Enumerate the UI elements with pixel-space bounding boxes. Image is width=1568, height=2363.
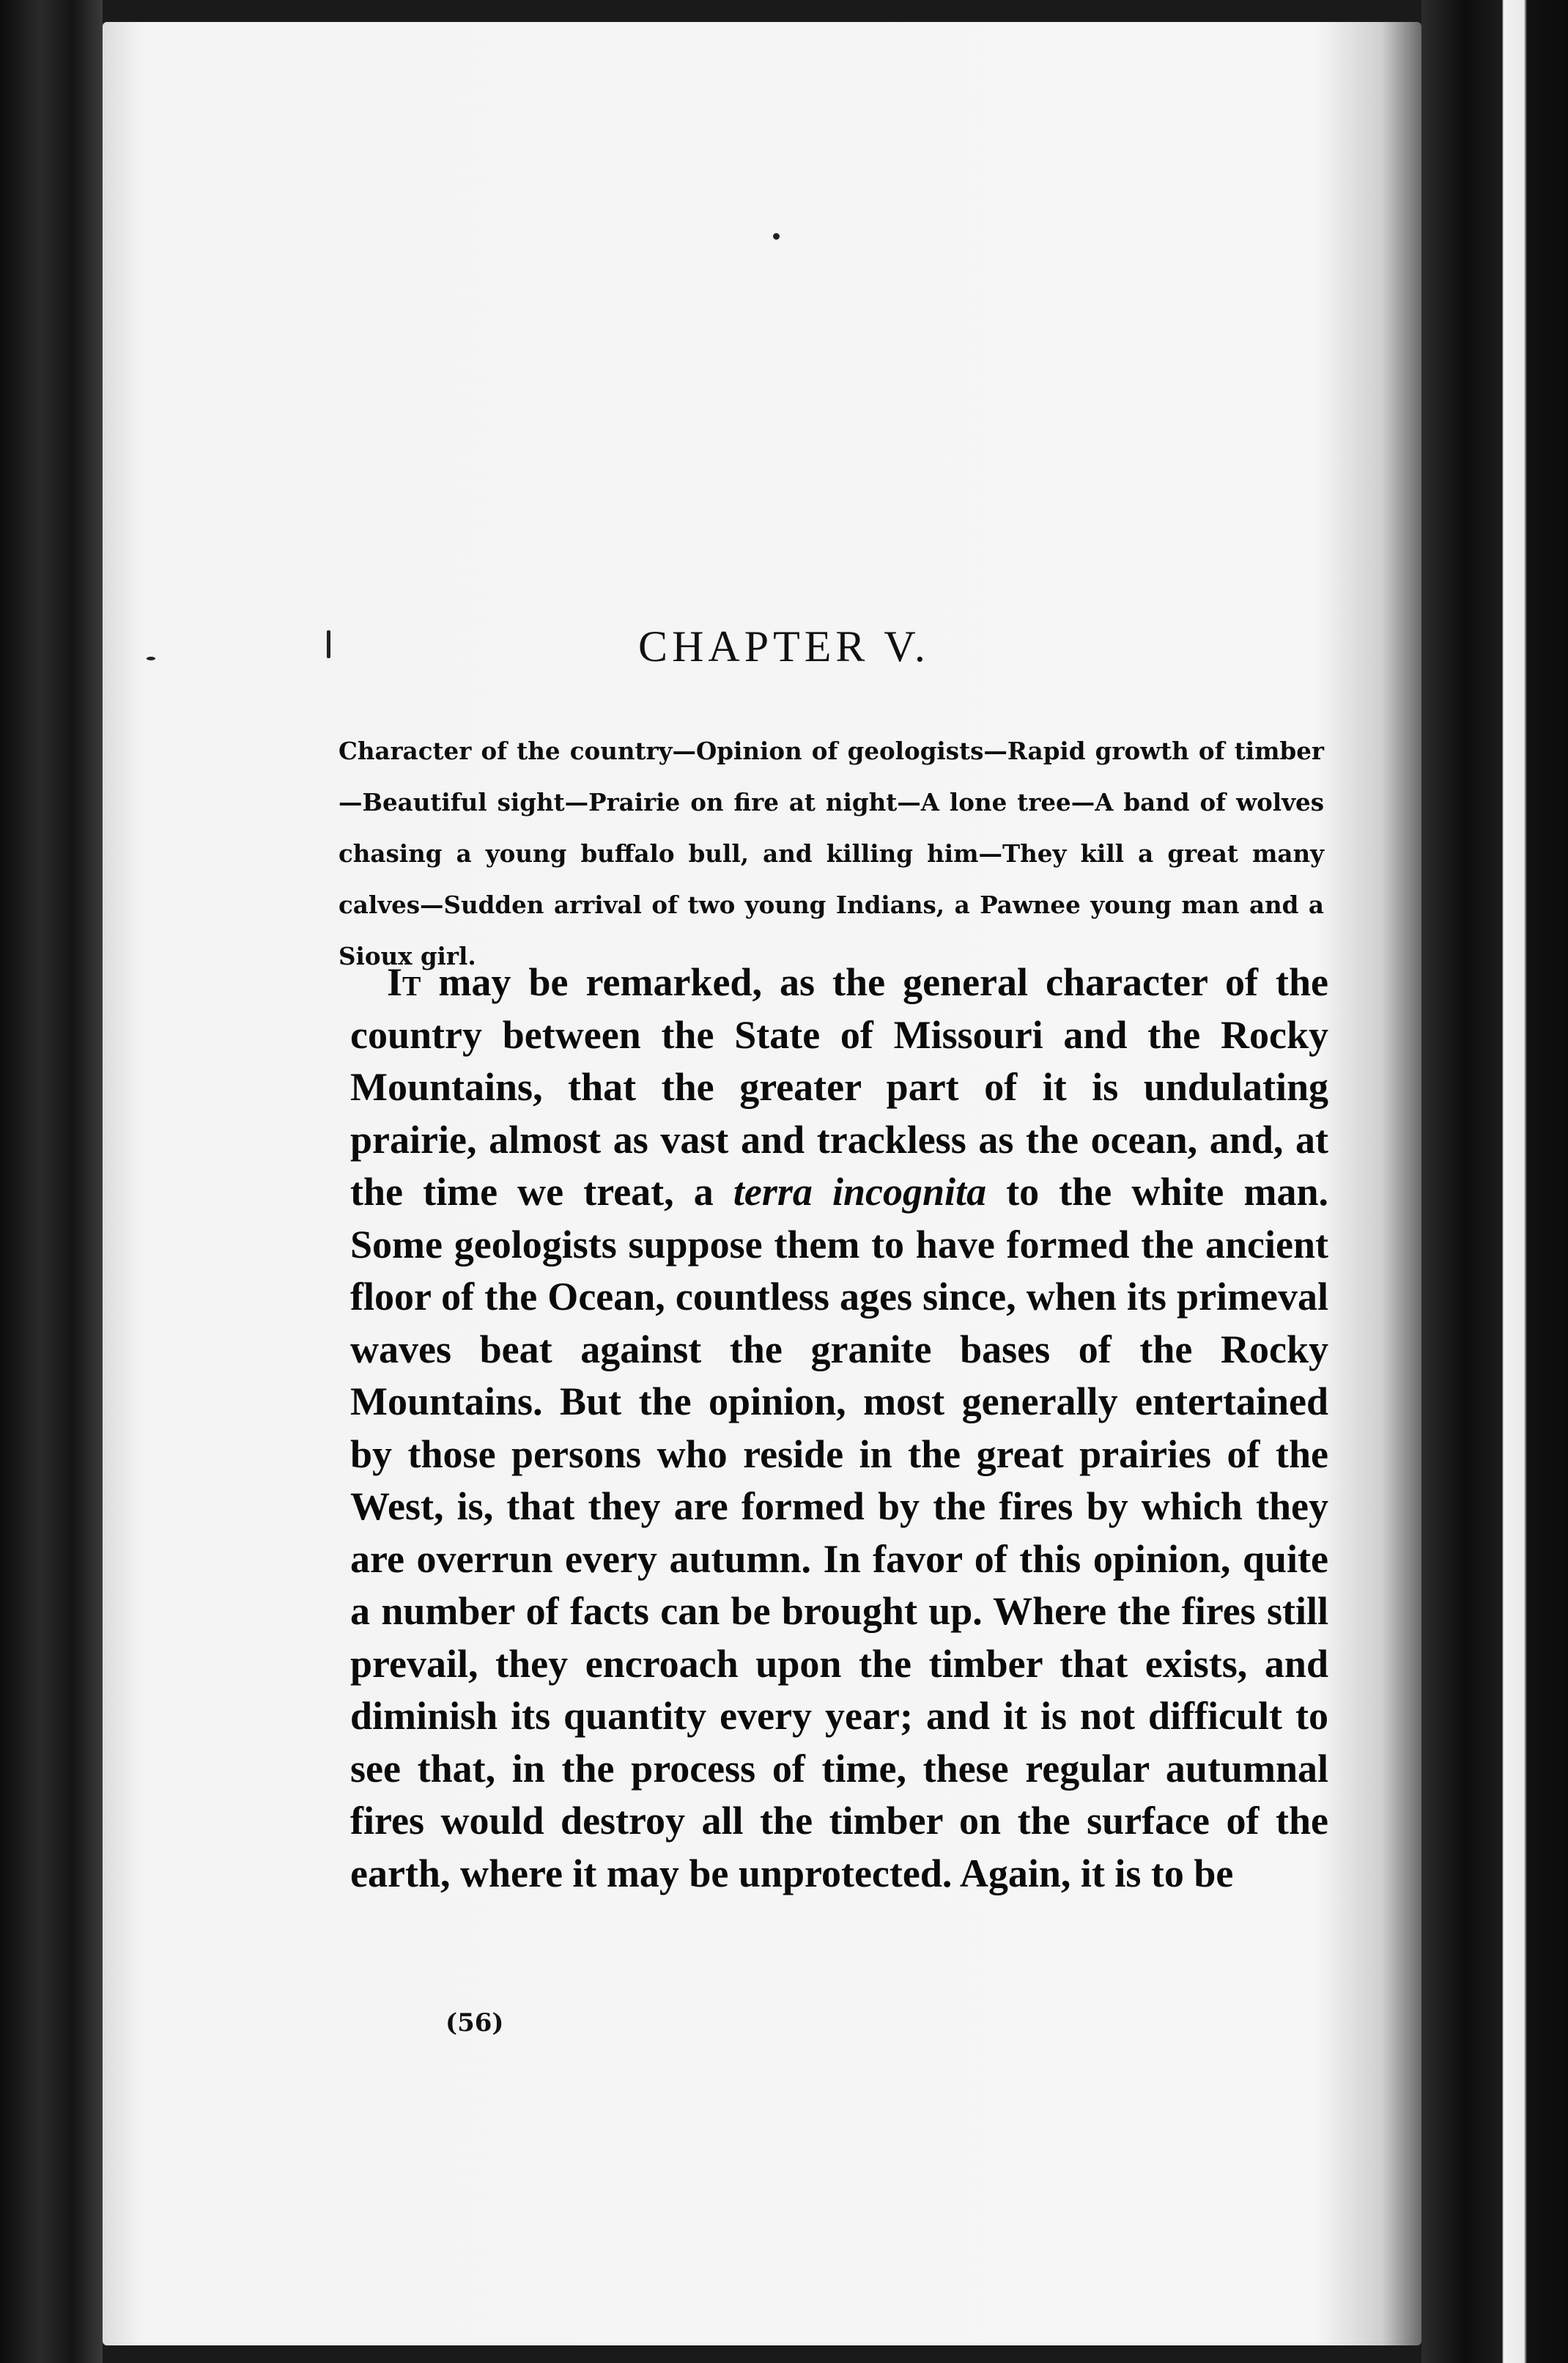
body-text-part-1: may be remarked, as the general character of the country between the State of Missouri and the Rocky Mountains, that the greater part of it is undulating prairie, almost as vast and trackless as the ocean, and, at the time we treat, a bbox=[350, 960, 1328, 1214]
page-number: (56) bbox=[445, 2008, 504, 2038]
scan-border-right bbox=[1421, 0, 1568, 2363]
chapter-summary: Character of the country—Opinion of geologists—Rapid growth of timber —Beautiful sight—Prairie on fire at night—A lone tree—A band of wolves chasing a young buffalo bull, and killing him—They kill a great many calves—Sudden arrival of two young Indians, a Pawnee young man and a Sioux girl. bbox=[339, 737, 1324, 970]
italic-phrase: terra incognita bbox=[733, 1170, 987, 1214]
chapter-title: CHAPTER V. bbox=[638, 622, 930, 671]
ink-speck bbox=[773, 233, 780, 240]
drop-cap: It bbox=[387, 960, 421, 1004]
body-text bbox=[350, 956, 1328, 1900]
body-paragraph bbox=[350, 956, 1328, 1900]
scan-border-left bbox=[0, 0, 103, 2363]
body-text-part-2: to the white man. Some geologists suppose them to have formed the ancient floor of the Ocean, countless ages since, when its primeval waves beat against the granite bases of the Rocky Mountains. But the opinion, most generally entertained by those persons who reside in the great prairies of the West, is, that they are formed by the fires by which they are overrun every autumn. In favor of this opinion, quite a number of facts can be brought up. Where the fires still prevail, they encroach upon the timber that exists, and diminish its quantity every year; and it is not difficult to see that, in the process of time, these regular autumnal fires would destroy all the timber on the surface of the earth, where it may be unprotected. Again, it is to be bbox=[350, 1170, 1329, 1895]
